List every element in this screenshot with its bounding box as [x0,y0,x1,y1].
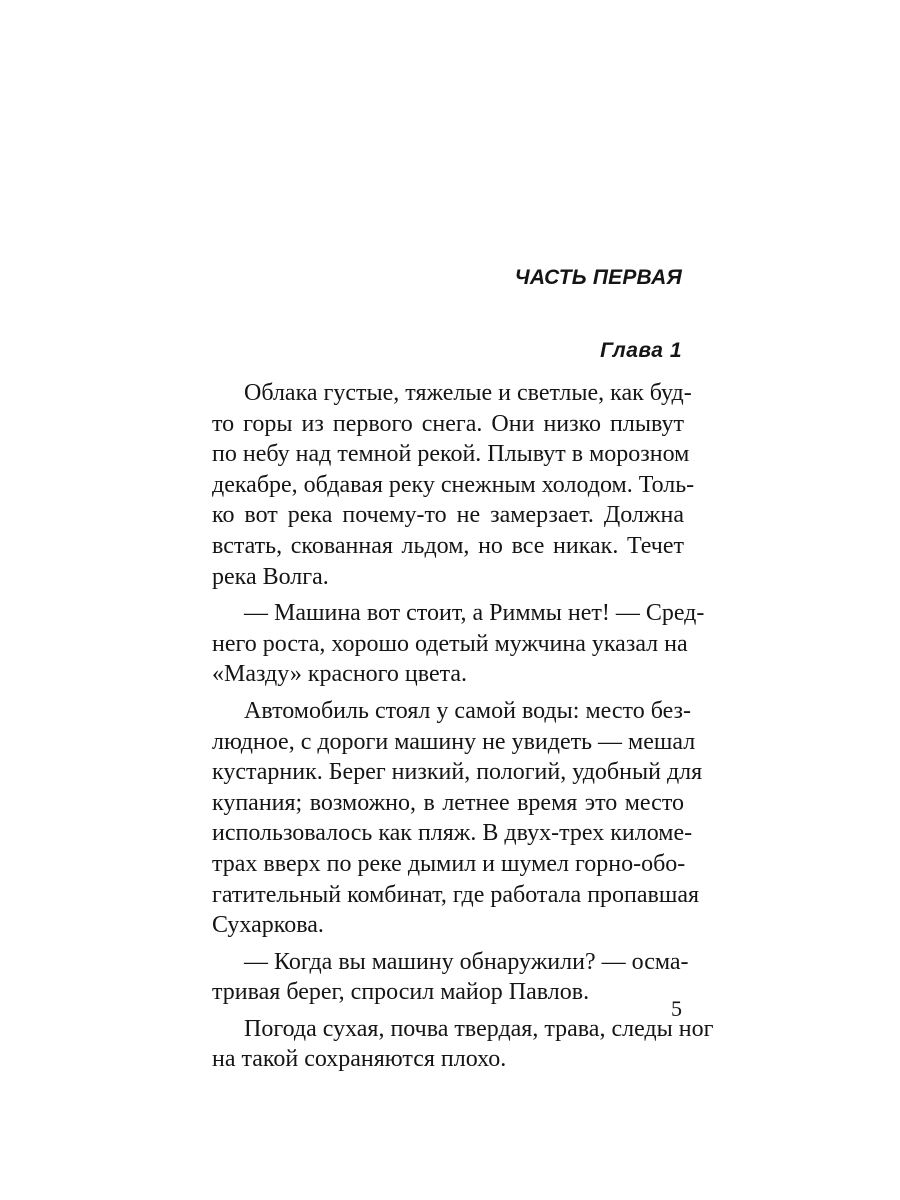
text-line: него роста, хорошо одетый мужчина указал на [212,630,688,657]
text-line: купания; возможно, в летнее время это место [212,789,684,816]
text-line: — Когда вы машину обнаружили? — осма- [244,948,689,975]
text-line: то горы из первого снега. Они низко плывут [212,410,684,437]
paragraph-3 [212,696,703,941]
text-line: декабре, обдавая реку снежным холодом. Толь- [212,471,695,498]
text-line: гатительный комбинат, где работала пропавшая [212,881,700,908]
text-line: Сухаркова. [212,912,324,939]
text-line: встать, скованная льдом, но все никак. Течет [212,532,684,559]
text-line: использовалось как пляж. В двух-трех киломе- [212,820,693,847]
text-line: кустарник. Берег низкий, пологий, удобный для [212,759,703,786]
text-line: Облака густые, тяжелые и светлые, как буд- [244,380,692,406]
text-line: по небу над темной рекой. Плывут в морозном [212,441,690,468]
part-title: ЧАСТЬ ПЕРВАЯ [514,266,682,289]
paragraph-1 [212,378,695,592]
text-line: на такой сохраняются плохо. [212,1046,507,1073]
paragraph-5 [212,1014,714,1075]
chapter-title: Глава 1 [600,339,682,362]
text-line: Автомобиль стоял у самой воды: место без- [244,697,692,724]
text-line: ко вот река почему-то не замерзает. Должна [212,502,684,529]
text-line: «Мазду» красного цвета. [212,661,468,688]
text-line: трах вверх по реке дымил и шумел горно-обо- [212,850,686,877]
text-line: — Машина вот стоит, а Риммы нет! — Сред- [244,600,705,627]
paragraph-4 [212,947,689,1008]
text-line: Погода сухая, почва твердая, трава, следы ног [244,1015,714,1042]
paragraph-2 [212,598,705,690]
text-line: тривая берег, спросил майор Павлов. [212,979,590,1006]
chapter-body-text [212,378,714,1081]
text-line: людное, с дороги машину не увидеть — мешал [212,728,696,755]
page-number: 5 [671,996,682,1021]
text-line: река Волга. [212,563,329,590]
